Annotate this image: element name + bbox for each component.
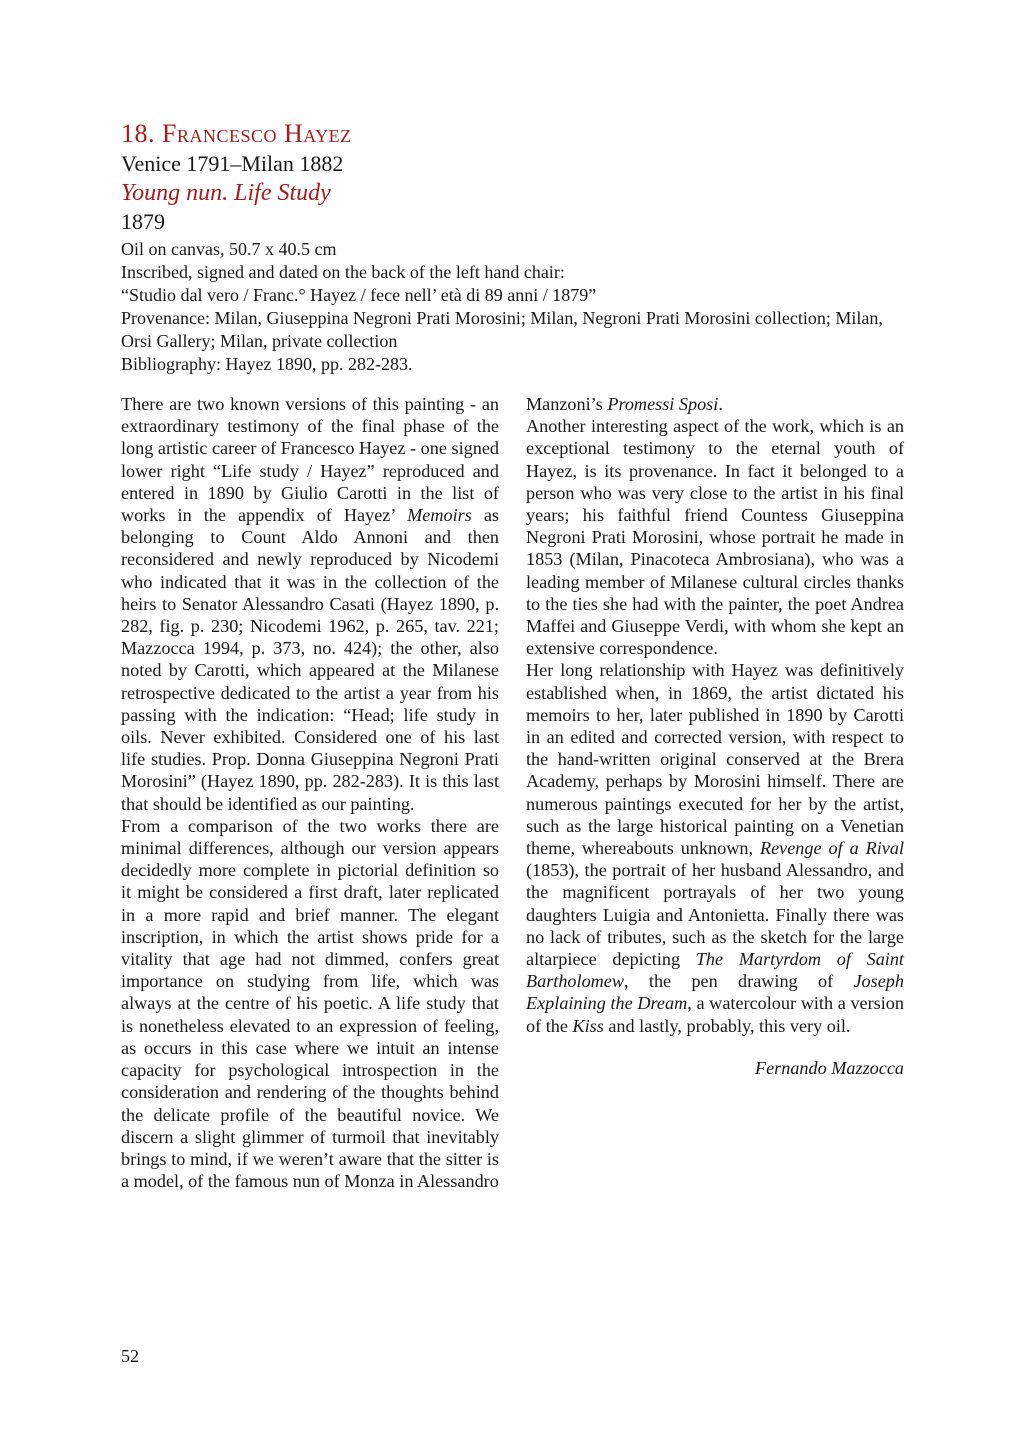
work-title: Young nun. Life Study [121,180,331,206]
work-year: 1879 [121,209,165,234]
artist-life-dates: Venice 1791–Milan 1882 [121,151,344,176]
right-p2-italic-1: Revenge of a Rival [759,838,904,859]
right-p2-c: , the pen drawing of [624,971,854,992]
entry-title: 18. Francesco Hayez [121,119,352,148]
page-number: 52 [121,1346,139,1366]
entry-header [121,118,911,376]
right-p2-italic-3: Joseph Explaining the Dream [526,971,904,1014]
right-p2-b: (1853), the portrait of her husband Alessandro, and the magnificent portrayals of her two young daughters Luigia and Antonietta. Finally there was no lack of tributes, such as the sketch for the large altarpiece depicting [526,860,904,970]
left-paragraph-2 [121,815,499,1192]
left-column [121,393,499,1192]
right-p2-e: and lastly, probably, this very oil. [603,1015,851,1036]
right-paragraph-1-text: Another interesting aspect of the work, which is an exceptional testimony to the eternal youth of Hayez, is its provenance. In fact it belonged to a person who was very close to the artist in his final years; his faithful friend Countess Giuseppina Negroni Prati Morosini, whose portrait he made in 1853 (Milan, Pinacoteca Ambrosiana), who was a leading member of Milanese cultural circles thanks to the ties she had with the painter, the poet Andrea Maffei and Giuseppe Verdi, with whom she kept an extensive correspondence. [526,416,904,659]
right-paragraph-2 [526,659,904,1036]
provenance: Provenance: Milan, Giuseppina Negroni Prati Morosini; Milan, Negroni Prati Morosini collection; Milan, Orsi Gallery; Milan, private collection [121,308,883,351]
inscription-label: Inscribed, signed and dated on the back of the left hand chair: [121,262,565,282]
right-paragraph-0 [526,393,904,415]
author-signature: Fernando Mazzocca [754,1057,904,1078]
right-p0-suffix: . [718,394,723,414]
left-paragraph-2-text: From a comparison of the two works there are minimal differences, although our version appears decidedly more complete in pictorial definition so it might be considered a first draft, later replicated in a more rapid and brief manner. The elegant inscription, in which the artist shows pride for a vitality that age had not dimmed, confers great importance on studying from life, which was always at the centre of his poetic. A life study that is nonetheless elevated to an expression of feeling, as occurs in this case where we intuit an intense capacity for psychological introspection in the consideration and rendering of the thoughts behind the delicate profile of the beautiful novice. We discern a slight glimmer of turmoil that inevitably brings to mind, if we weren’t aware that the sitter is a model, of the famous nun of Monza in Alessandro [121,815,499,1192]
left-paragraph-1 [121,393,499,815]
right-p2-italic-2: The Martyrdom of Saint Bartholomew [526,949,904,992]
right-p2-d: , a watercolour with a version of the [526,993,904,1036]
left-paragraph-1-text: There are two known versions of this painting - an extraordinary testimony of the final phase of the long artistic career of Francesco Hayez - one signed lower right “Life study / Hayez” reproduced and entered in 1890 by Giulio Carotti in the list of works in the appendix of Hayez’ Memoirs as belonging to Count Aldo Annoni and then reconsidered and newly reproduced by Nicodemi who indicated that it was in the collection of the heirs to Senator Alessandro Casati (Hayez 1890, p. 282, fig. p. 230; Nicodemi 1962, p. 265, tav. 221; Mazzocca 1994, p. 373, no. 424); the other, also noted by Carotti, which appeared at the Milanese retrospective dedicated to the artist a year from his passing with the indication: “Head; life study in oils. Never exhibited. Considered one of his last life studies. Prop. Donna Giuseppina Negroni Prati Morosini” (Hayez 1890, pp. 282-283). It is this last that should be identified as our painting. [121,394,500,814]
right-p0-prefix: Manzoni’s [526,394,608,414]
right-column [526,393,904,1079]
right-p0-italic: Promessi Sposi [607,394,719,414]
bibliography: Bibliography: Hayez 1890, pp. 282-283. [121,354,413,374]
right-p2-italic-4: Kiss [572,1015,604,1036]
right-p2-a: Her long relationship with Hayez was definitively established when, in 1869, the artist dictated his memoirs to her, later published in 1890 by Carotti in an edited and corrected version, with respect to the hand-written original conserved at the Brera Academy, perhaps by Morosini himself. There are numerous paintings executed for her by the artist, such as the large historical painting on a Venetian theme, whereabouts unknown, [526,660,904,859]
inscription-text: “Studio dal vero / Franc.° Hayez / fece nell’ età di 89 anni / 1879” [121,285,597,305]
medium-dimensions: Oil on canvas, 50.7 x 40.5 cm [121,239,337,259]
memoirs-italic: Memoirs [407,505,472,526]
right-paragraph-1 [526,415,904,659]
